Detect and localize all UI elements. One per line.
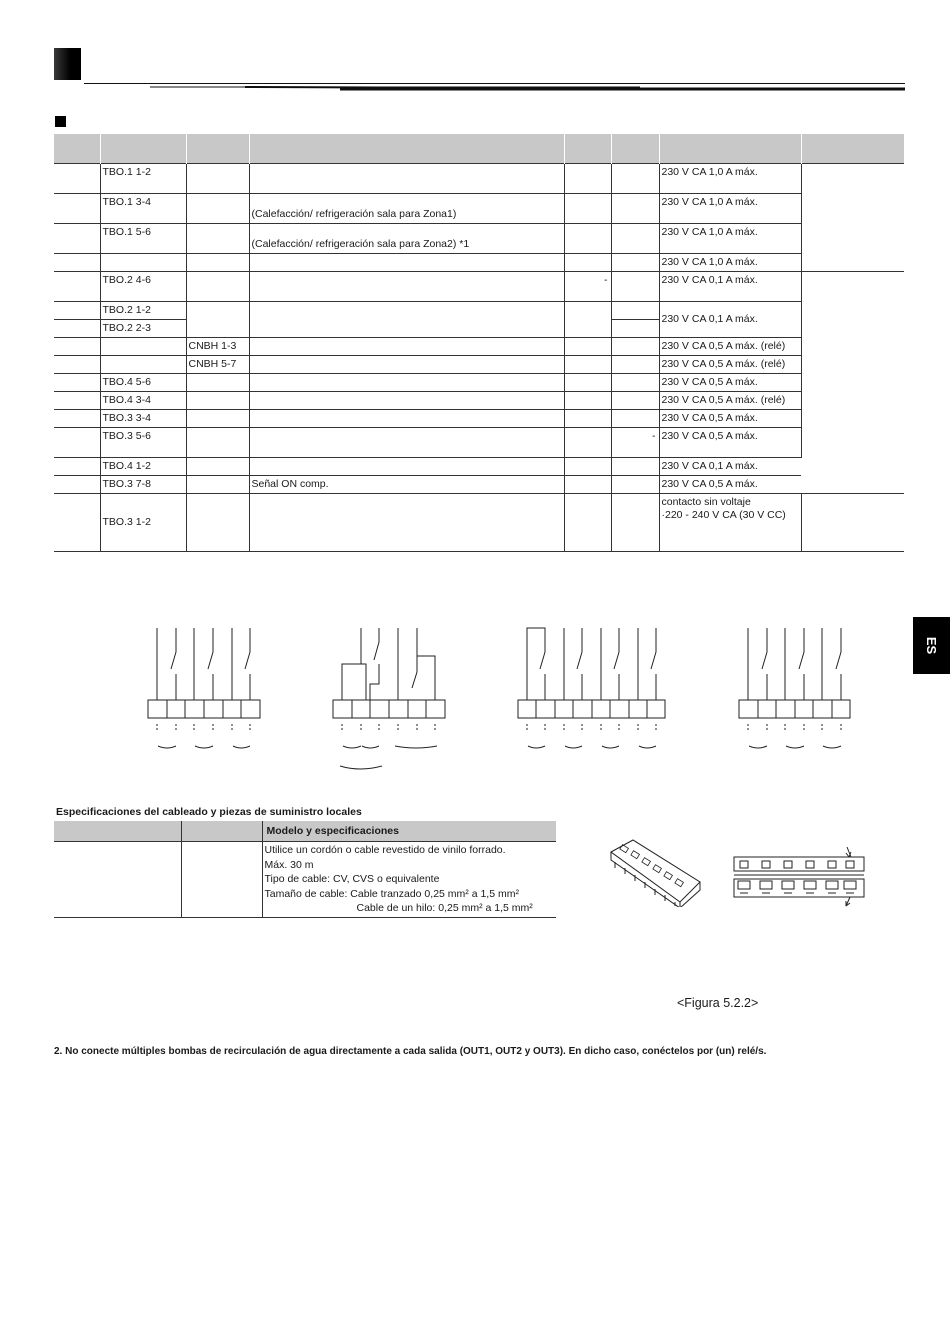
table-row: [54, 302, 904, 320]
table-row: TBO.3 5-6 - 230 V CA 0,5 A máx.: [54, 428, 904, 458]
wiring-diagram-3: [518, 628, 665, 748]
rating-cell: 230 V CA 1,0 A máx.: [659, 224, 801, 254]
connector-cell: CNBH 1-3: [186, 338, 249, 356]
terminal-cell: TBO.4 5-6: [100, 374, 186, 392]
connector-illustration-angled: [605, 832, 705, 907]
output-table: [54, 134, 904, 552]
rating-cell: 230 V CA 0,5 A máx.: [659, 428, 801, 458]
table-row: [54, 374, 904, 392]
terminal-cell: TBO.1 3-4: [100, 194, 186, 224]
connector-illustration-front: [730, 845, 870, 907]
terminal-cell: TBO.2 1-2: [100, 302, 186, 320]
rating-cell: 230 V CA 0,5 A máx.: [659, 374, 801, 392]
terminal-cell: TBO.2 2-3: [100, 320, 186, 338]
terminal-cell: TBO.3 3-4: [100, 410, 186, 428]
spec-table: [54, 821, 556, 918]
terminal-cell: TBO.1 5-6: [100, 224, 186, 254]
rating-cell: 230 V CA 0,1 A máx.: [659, 272, 801, 302]
table-row: TBO.2 4-6 - 230 V CA 0,1 A máx.: [54, 272, 904, 302]
rating-cell: 230 V CA 1,0 A máx.: [659, 254, 801, 272]
model-spec-header: Modelo y especificaciones: [262, 821, 556, 842]
spec-lines: Utilice un cordón o cable revestido de vinilo forrado. Máx. 30 m Tipo de cable: CV, CVS o equivalente Tamaño de cable: Cable tranzado 0,25 mm² a 1,5 mm² Cable de un hilo: 0,25 mm² a 1,5 mm²: [262, 842, 556, 918]
desc-cell: Señal ON comp.: [249, 476, 564, 494]
spec-section-title: Especificaciones del cableado y piezas de suministro locales: [56, 806, 362, 818]
table-row: [54, 356, 904, 374]
terminal-cell: TBO.3 5-6: [100, 428, 186, 458]
note-text: 2. No conecte múltiples bombas de recirculación de agua directamente a cada salida (OUT1, OUT2 y OUT3). En dicho caso, conéctelos por (un) relé/s.: [54, 1046, 767, 1057]
bullet-square: [55, 116, 66, 127]
rating-cell: 230 V CA 0,5 A máx. (relé): [659, 338, 801, 356]
table-row: [54, 494, 904, 552]
table-row: [54, 392, 904, 410]
language-tab: ES: [913, 617, 950, 674]
terminal-cell: TBO.4 3-4: [100, 392, 186, 410]
wiring-diagrams: [130, 622, 870, 777]
terminal-cell: TBO.3 1-2: [100, 494, 186, 552]
connector-cell: CNBH 5-7: [186, 356, 249, 374]
table-row: [54, 410, 904, 428]
rating-cell: 230 V CA 1,0 A máx.: [659, 194, 801, 224]
wiring-diagram-1: [148, 628, 260, 748]
table-header-row: [54, 134, 904, 164]
header-rule-accent: [150, 78, 905, 92]
wiring-diagram-4: [739, 628, 850, 748]
rating-cell: 230 V CA 0,1 A máx.: [659, 458, 801, 476]
rating-cell: 230 V CA 1,0 A máx.: [659, 164, 801, 194]
section-marker: [54, 48, 81, 80]
rating-cell: 230 V CA 0,5 A máx.: [659, 476, 801, 494]
table-row: [54, 842, 556, 918]
table-row: [54, 338, 904, 356]
rating-cell: 230 V CA 0,5 A máx.: [659, 410, 801, 428]
table-header-row: [54, 821, 556, 842]
table-row: [54, 164, 904, 194]
rating-cell: 230 V CA 0,5 A máx. (relé): [659, 392, 801, 410]
terminal-cell: TBO.4 1-2: [100, 458, 186, 476]
figure-caption: <Figura 5.2.2>: [677, 996, 759, 1010]
rating-cell: 230 V CA 0,5 A máx. (relé): [659, 356, 801, 374]
table-row: [54, 476, 904, 494]
wiring-diagram-2: [333, 628, 445, 769]
terminal-cell: TBO.3 7-8: [100, 476, 186, 494]
table-row: [54, 254, 904, 272]
rating-cell: contacto sin voltaje ·220 - 240 V CA (30 V CC): [659, 494, 801, 552]
rating-cell: 230 V CA 0,1 A máx.: [659, 302, 801, 338]
terminal-cell: TBO.1 1-2: [100, 164, 186, 194]
terminal-cell: TBO.2 4-6: [100, 272, 186, 302]
table-row: [54, 458, 904, 476]
table-row: TBO.1 3-4 (Calefacción/ refrigeración sala para Zona1) 230 V CA 1,0 A máx.: [54, 194, 904, 224]
table-row: TBO.1 5-6 (Calefacción/ refrigeración sala para Zona2) *1 230 V CA 1,0 A máx.: [54, 224, 904, 254]
